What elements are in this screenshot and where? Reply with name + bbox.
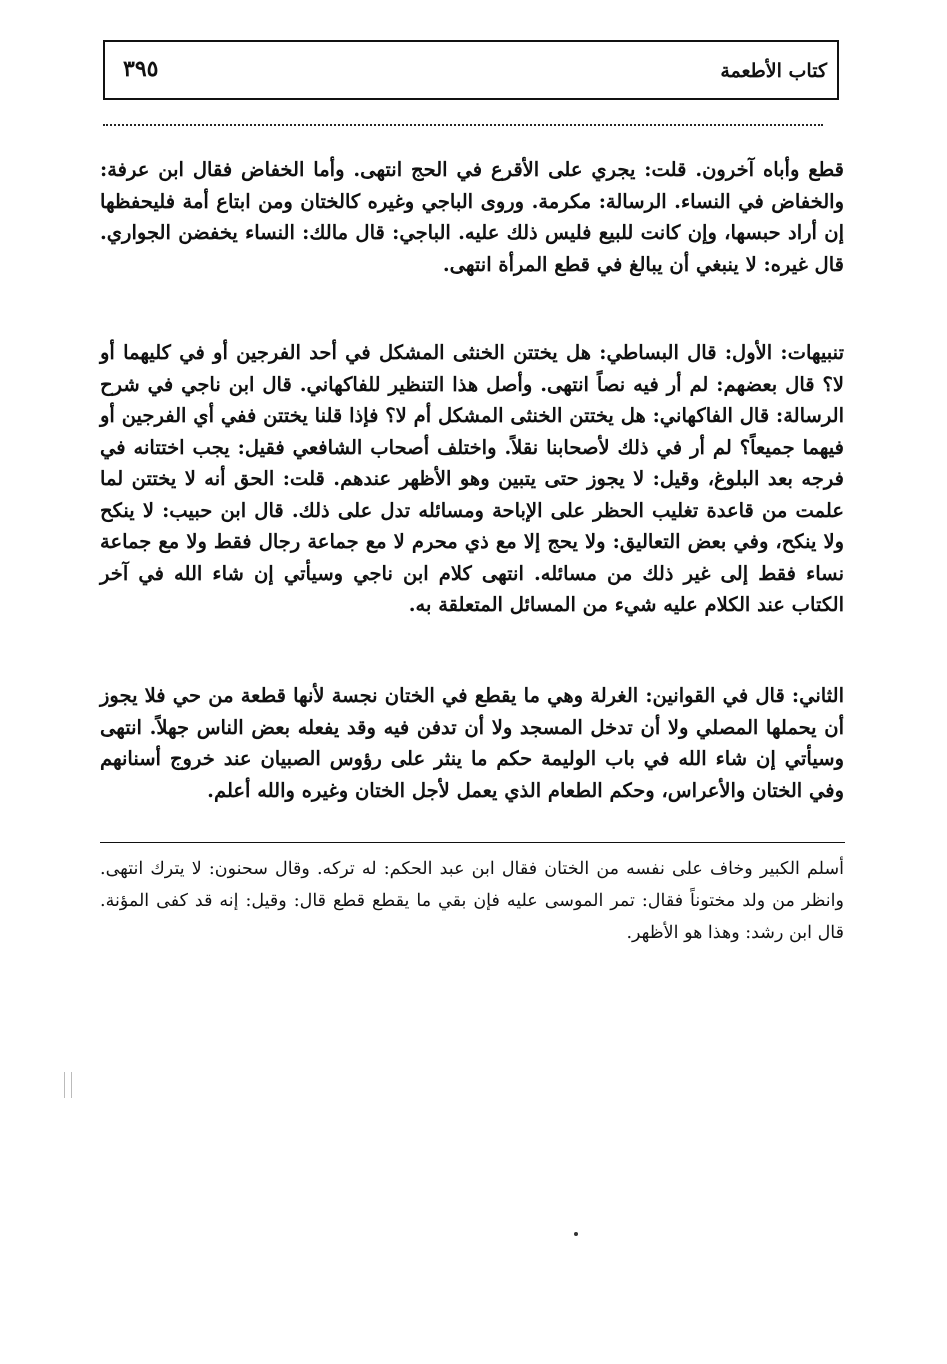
scan-margin-mark [64,1072,72,1098]
footnote-text: أسلم الكبير وخاف على نفسه من الختان فقال ابن عبد الحكم: له تركه. وقال سحنون: لا يترك انتهى. وانظر من ولد مختوناً فقال: تمر الموسى عليه فإن بقي ما يقطع قطع قال: وقيل: إنه قد كفى المؤنة. قال ابن رشد: وهذا هو الأظهر. [100,859,844,943]
book-section-title: كتاب الأطعمة [720,60,827,82]
body-paragraph-1: قطع وأباه آخرون. قلت: يجري على الأقرع في الحج انتهى. وأما الخفاض فقال ابن عرفة: والخفاض في النساء. الرسالة: مكرمة. وروى الباجي وغيره كالختان ومن ابتاع أمة فليحفظها إن أراد حبسها، وإن كانت للبيع فليس ذلك عليه. الباجي: قال مالك: النساء يخفضن الجواري. قال غيره: لا ينبغي أن يبالغ في قطع المرأة انتهى. [100,158,844,276]
page-header [103,40,839,100]
body-paragraph-3: الثاني: قال في القوانين: الغرلة وهي ما يقطع في الختان نجسة لأنها قطعة من حي فلا يجوز أن يحملها المصلي ولا أن تدخل المسجد ولا أن تدفن فيه وقد يفعله بعض الناس جهلاً. انتهى وسيأتي إن شاء الله في باب الوليمة حكم ما ينثر على رؤوس الصبيان عند خروج أسنانهم وفي الختان والأعراس، وحكم الطعام الذي يعمل لأجل الختان وغيره والله أعلم. [100,684,844,802]
dotted-divider [103,124,823,126]
page-number: ٣٩٥ [123,56,159,82]
scan-speck [574,1232,578,1236]
footnote-divider [100,842,845,843]
body-paragraph-2: تنبيهات: الأول: قال البساطي: هل يختتن الخنثى المشكل في أحد الفرجين أو في كليهما أو لا؟ قال بعضهم: لم أر فيه نصاً انتهى. وأصل هذا التنظير للفاكهاني. قال ابن ناجي في شرح الرسالة: قال الفاكهاني: هل يختتن الخنثى المشكل أم لا؟ فإذا قلنا يختتن ففي أي الفرجين أو فيهما جميعاً؟ لم أر في ذلك لأصحابنا نقلاً. واختلف أصحاب الشافعي فقيل: يجب اختتانه في فرجه بعد البلوغ، وقيل: لا يجوز حتى يتبين وهو الأظهر عندهم. قلت: الحق أنه لا يختتن لما علمت من قاعدة تغليب الحظر على الإباحة ومسائله تدل على ذلك. قال ابن حبيب: لا ينكح ولا ينكح، وفي بعض التعاليق: ولا يحج إلا مع ذي محرم لا مع جماعة رجال فقط ولا مع جماعة نساء فقط إلى غير ذلك من مسائله. انتهى كلام ابن ناجي وسيأتي إن شاء الله في آخر الكتاب عند الكلام عليه شيء من المسائل المتعلقة به. [100,341,844,616]
